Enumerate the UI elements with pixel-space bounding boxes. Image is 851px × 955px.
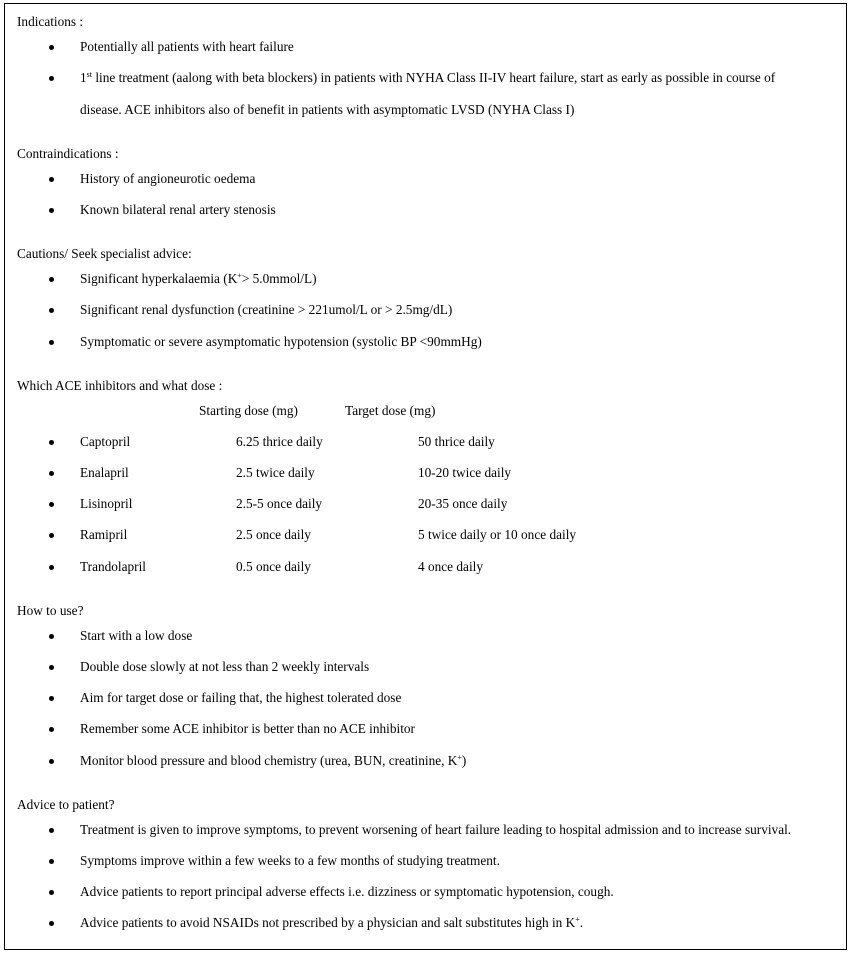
bullet-icon [49,308,54,313]
bullet-icon [49,565,54,570]
dose-row-target: 50 thrice daily [418,434,495,449]
contraindication-item: History of angioneurotic oedema [80,171,256,186]
how-to-use-item: Monitor blood pressure and blood chemistry (urea, BUN, creatinine, K+) [80,753,467,768]
contraindications-heading: Contraindications : [17,146,119,161]
how-to-use-item: Remember some ACE inhibitor is better than no ACE inhibitor [80,721,415,736]
dose-row-drug: Lisinopril [80,496,133,511]
bullet-icon [49,828,54,833]
bullet-icon [49,208,54,213]
dose-row-target: 20-35 once daily [418,496,508,511]
bullet-icon [49,76,54,81]
dose-row-start: 2.5-5 once daily [236,496,323,511]
bullet-icon [49,340,54,345]
bullet-icon [49,45,54,50]
bullet-icon [49,440,54,445]
how-to-use-item: Aim for target dose or failing that, the highest tolerated dose [80,690,402,705]
bullet-icon [49,471,54,476]
advice-item: Advice patients to report principal adverse effects i.e. dizziness or symptomatic hypotension, cough. [80,884,614,899]
caution-item: Symptomatic or severe asymptomatic hypotension (systolic BP <90mmHg) [80,334,482,349]
dose-row-drug: Captopril [80,434,131,449]
advice-item: Symptoms improve within a few weeks to a few months of studying treatment. [80,853,500,868]
doses-heading: Which ACE inhibitors and what dose : [17,378,223,393]
dose-row-start: 0.5 once daily [236,559,311,574]
dose-row-start: 6.25 thrice daily [236,434,323,449]
indications-heading: Indications : [17,14,84,29]
dose-row-target: 5 twice daily or 10 once daily [418,527,577,542]
caution-item: Significant renal dysfunction (creatinine > 221umol/L or > 2.5mg/dL) [80,302,453,317]
dose-row-drug: Ramipril [80,527,128,542]
bullet-icon [49,277,54,282]
cautions-heading: Cautions/ Seek specialist advice: [17,246,192,261]
dose-row-target: 4 once daily [418,559,483,574]
dose-row-drug: Trandolapril [80,559,146,574]
advice-heading: Advice to patient? [17,797,115,812]
dose-row-start: 2.5 twice daily [236,465,315,480]
indication-item-continued: disease. ACE inhibitors also of benefit in patients with asymptomatic LVSD (NYHA Class I) [80,102,575,117]
bullet-icon [49,727,54,732]
dose-row-start: 2.5 once daily [236,527,311,542]
contraindication-item: Known bilateral renal artery stenosis [80,202,276,217]
bullet-icon [49,533,54,538]
bullet-icon [49,921,54,926]
column-header-starting-dose: Starting dose (mg) [199,403,298,418]
how-to-use-heading: How to use? [17,603,84,618]
dose-row-target: 10-20 twice daily [418,465,512,480]
column-header-target-dose: Target dose (mg) [345,403,436,418]
how-to-use-item: Start with a low dose [80,628,193,643]
bullet-icon [49,502,54,507]
how-to-use-item: Double dose slowly at not less than 2 weekly intervals [80,659,370,674]
advice-item: Advice patients to avoid NSAIDs not prescribed by a physician and salt substitutes high in K+. [80,915,584,930]
caution-item: Significant hyperkalaemia (K+> 5.0mmol/L) [80,271,317,286]
bullet-icon [49,890,54,895]
indication-item: 1st line treatment (aalong with beta blockers) in patients with NYHA Class II-IV heart failure, start as early as possible in course of [80,70,776,85]
advice-item: Treatment is given to improve symptoms, to prevent worsening of heart failure leading to hospital admission and to increase survival. [80,822,792,837]
bullet-icon [49,634,54,639]
bullet-icon [49,665,54,670]
indication-item: Potentially all patients with heart failure [80,39,294,54]
bullet-icon [49,759,54,764]
bullet-icon [49,177,54,182]
dose-row-drug: Enalapril [80,465,129,480]
bullet-icon [49,859,54,864]
bullet-icon [49,696,54,701]
